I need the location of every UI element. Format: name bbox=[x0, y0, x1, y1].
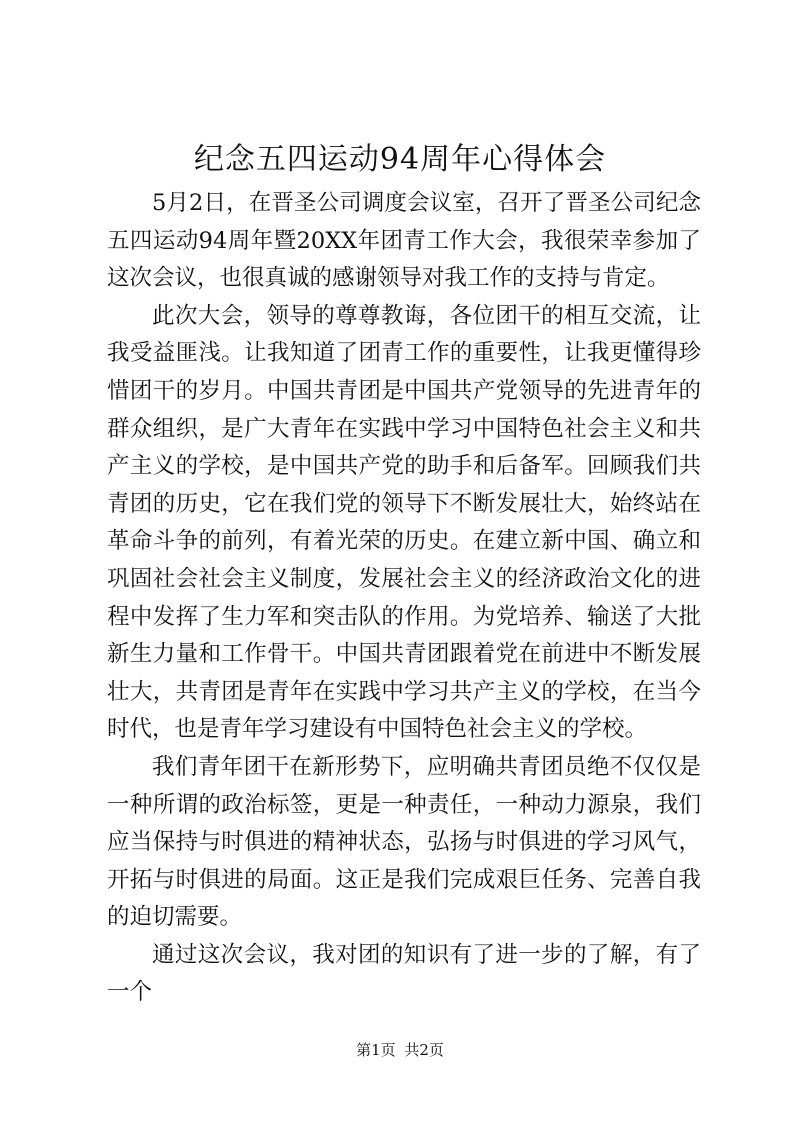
page-footer bbox=[0, 1040, 800, 1060]
paragraph-3: 我们青年团干在新形势下，应明确共青团员绝不仅仅是一种所谓的政治标签，更是一种责任，一种动力源泉，我们应当保持与时俱进的精神状态，弘扬与时俱进的学习风气，开拓与时俱进的局面。这正是我们完成艰巨任务、完善自我的迫切需要。 bbox=[107, 753, 701, 931]
page-total: 共2页 bbox=[404, 1041, 444, 1059]
paragraph-1: 5月2日，在晋圣公司调度会议室，召开了晋圣公司纪念五四运动94周年暨20XX年团青工作大会，我很荣幸参加了这次会议，也很真诚的感谢领导对我工作的支持与肯定。 bbox=[107, 190, 701, 292]
document-body bbox=[107, 185, 701, 1012]
page-number: 第1页 bbox=[356, 1041, 396, 1059]
paragraph-2: 此次大会，领导的尊尊教诲，各位团干的相互交流，让我受益匪浅。让我知道了团青工作的重要性，让我更懂得珍惜团干的岁月。中国共青团是中国共产党领导的先进青年的群众组织，是广大青年在实践中学习中国特色社会主义和共产主义的学校，是中国共产党的助手和后备军。回顾我们共青团的历史，它在我们党的领导下不断发展壮大，始终站在革命斗争的前列，有着光荣的历史。在建立新中国、确立和巩固社会社会主义制度，发展社会主义的经济政治文化的进程中发挥了生力军和突击队的作用。为党培养、输送了大批新生力量和工作骨干。中国共青团跟着党在前进中不断发展壮大，共青团是青年在实践中学习共产主义的学校，在当今时代，也是青年学习建设有中国特色社会主义的学校。 bbox=[107, 302, 701, 743]
document-title: 纪念五四运动94周年心得体会 bbox=[193, 142, 607, 177]
paragraph-4: 通过这次会议，我对团的知识有了进一步的了解，有了一个 bbox=[107, 941, 701, 1006]
